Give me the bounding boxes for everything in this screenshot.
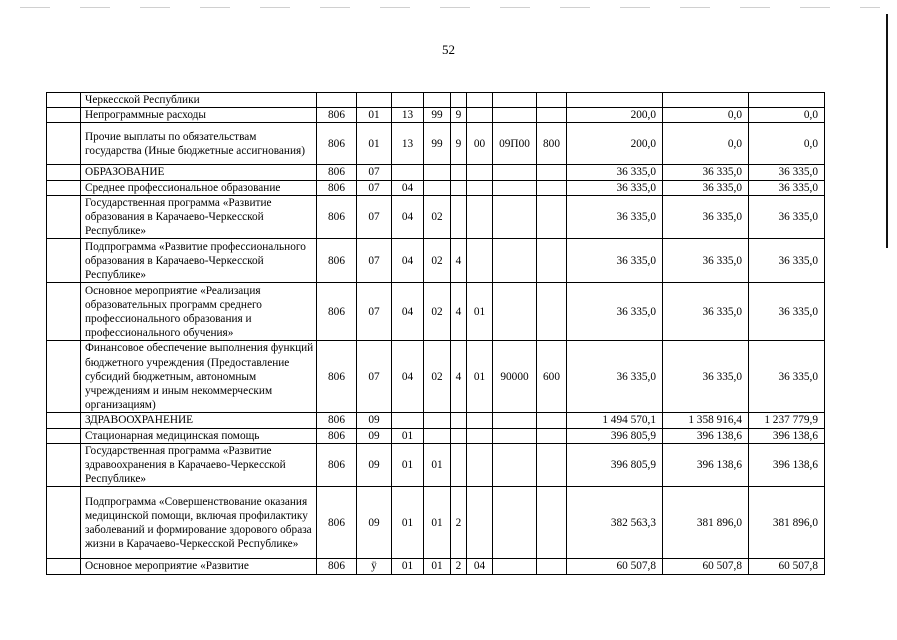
code-cell-c2: ÿ xyxy=(357,559,392,574)
amount-cell-v3: 381 896,0 xyxy=(749,487,825,559)
code-cell-c3: 01 xyxy=(392,487,424,559)
amount-cell-v3: 36 335,0 xyxy=(749,165,825,180)
budget-table-container xyxy=(46,92,818,575)
code-cell-c7 xyxy=(493,180,537,195)
code-cell-c7 xyxy=(493,487,537,559)
amount-cell-v2: 396 138,6 xyxy=(663,428,749,443)
code-cell-c7: 90000 xyxy=(493,341,537,413)
code-cell-c6 xyxy=(467,108,493,123)
code-cell-c4: 02 xyxy=(424,283,451,341)
table-row xyxy=(47,559,825,574)
amount-cell-v1 xyxy=(567,93,663,108)
amount-cell-v2: 396 138,6 xyxy=(663,443,749,487)
amount-cell-v3: 0,0 xyxy=(749,123,825,165)
row-name: Государственная программа «Развитие образования в Карачаево-Черкесской Республике» xyxy=(81,195,317,239)
amount-cell-v1: 36 335,0 xyxy=(567,180,663,195)
code-cell-c3: 13 xyxy=(392,108,424,123)
code-cell-c5 xyxy=(451,195,467,239)
amount-cell-v1: 200,0 xyxy=(567,123,663,165)
code-cell-c4: 02 xyxy=(424,341,451,413)
code-cell-c3: 04 xyxy=(392,341,424,413)
amount-cell-v3: 36 335,0 xyxy=(749,239,825,283)
code-cell-c4: 01 xyxy=(424,443,451,487)
amount-cell-v1: 382 563,3 xyxy=(567,487,663,559)
code-cell-c1: 806 xyxy=(317,180,357,195)
code-cell-c8 xyxy=(537,195,567,239)
code-cell-c3: 01 xyxy=(392,559,424,574)
table-row xyxy=(47,165,825,180)
code-cell-c3 xyxy=(392,165,424,180)
amount-cell-v2: 36 335,0 xyxy=(663,180,749,195)
row-blank-cell xyxy=(47,559,81,574)
row-blank-cell xyxy=(47,341,81,413)
code-cell-c1: 806 xyxy=(317,108,357,123)
row-name: Финансовое обеспечение выполнения функций бюджетного учреждения (Предоставление субсидий бюджетным, автономным учреждениям и иным некоммерческим организациям) xyxy=(81,341,317,413)
code-cell-c2: 07 xyxy=(357,239,392,283)
code-cell-c7 xyxy=(493,195,537,239)
code-cell-c8 xyxy=(537,93,567,108)
amount-cell-v2: 36 335,0 xyxy=(663,283,749,341)
amount-cell-v3: 36 335,0 xyxy=(749,180,825,195)
code-cell-c1: 806 xyxy=(317,341,357,413)
code-cell-c4: 01 xyxy=(424,559,451,574)
row-name: Основное мероприятие «Развитие xyxy=(81,559,317,574)
code-cell-c2: 07 xyxy=(357,165,392,180)
code-cell-c5: 9 xyxy=(451,123,467,165)
code-cell-c7 xyxy=(493,108,537,123)
code-cell-c2: 07 xyxy=(357,341,392,413)
amount-cell-v3: 396 138,6 xyxy=(749,443,825,487)
table-row xyxy=(47,413,825,428)
code-cell-c8 xyxy=(537,283,567,341)
code-cell-c8 xyxy=(537,413,567,428)
code-cell-c2: 07 xyxy=(357,195,392,239)
code-cell-c1: 806 xyxy=(317,195,357,239)
code-cell-c6: 00 xyxy=(467,123,493,165)
code-cell-c5: 4 xyxy=(451,283,467,341)
row-blank-cell xyxy=(47,93,81,108)
row-name: Стационарная медицинская помощь xyxy=(81,428,317,443)
amount-cell-v3: 0,0 xyxy=(749,108,825,123)
amount-cell-v2 xyxy=(663,93,749,108)
code-cell-c3 xyxy=(392,93,424,108)
table-row xyxy=(47,487,825,559)
code-cell-c5: 2 xyxy=(451,487,467,559)
amount-cell-v1: 36 335,0 xyxy=(567,239,663,283)
row-blank-cell xyxy=(47,413,81,428)
table-row xyxy=(47,93,825,108)
code-cell-c4: 01 xyxy=(424,487,451,559)
code-cell-c2: 09 xyxy=(357,487,392,559)
code-cell-c5 xyxy=(451,93,467,108)
table-row xyxy=(47,108,825,123)
row-blank-cell xyxy=(47,283,81,341)
row-name: Среднее профессиональное образование xyxy=(81,180,317,195)
row-name: Черкесской Республики xyxy=(81,93,317,108)
code-cell-c2: 09 xyxy=(357,443,392,487)
code-cell-c5 xyxy=(451,413,467,428)
row-blank-cell xyxy=(47,428,81,443)
code-cell-c4 xyxy=(424,93,451,108)
table-row xyxy=(47,283,825,341)
code-cell-c7 xyxy=(493,283,537,341)
amount-cell-v2: 36 335,0 xyxy=(663,165,749,180)
scan-top-edge xyxy=(20,7,880,8)
amount-cell-v3: 396 138,6 xyxy=(749,428,825,443)
row-blank-cell xyxy=(47,123,81,165)
code-cell-c8 xyxy=(537,443,567,487)
row-blank-cell xyxy=(47,487,81,559)
row-name: Подпрограмма «Развитие профессионального образования в Карачаево-Черкесской Республике» xyxy=(81,239,317,283)
table-row xyxy=(47,123,825,165)
code-cell-c2: 01 xyxy=(357,123,392,165)
code-cell-c6 xyxy=(467,165,493,180)
code-cell-c8 xyxy=(537,487,567,559)
table-row xyxy=(47,180,825,195)
code-cell-c1: 806 xyxy=(317,283,357,341)
code-cell-c1: 806 xyxy=(317,443,357,487)
row-name: Непрограммные расходы xyxy=(81,108,317,123)
code-cell-c8 xyxy=(537,165,567,180)
code-cell-c2: 09 xyxy=(357,413,392,428)
code-cell-c2: 07 xyxy=(357,283,392,341)
row-name: Государственная программа «Развитие здравоохранения в Карачаево-Черкесской Республике» xyxy=(81,443,317,487)
code-cell-c1 xyxy=(317,93,357,108)
row-name: ЗДРАВООХРАНЕНИЕ xyxy=(81,413,317,428)
table-row xyxy=(47,341,825,413)
table-row xyxy=(47,443,825,487)
code-cell-c6 xyxy=(467,443,493,487)
code-cell-c6: 01 xyxy=(467,341,493,413)
code-cell-c8: 800 xyxy=(537,123,567,165)
code-cell-c7 xyxy=(493,165,537,180)
code-cell-c5 xyxy=(451,428,467,443)
amount-cell-v2: 36 335,0 xyxy=(663,341,749,413)
amount-cell-v1: 60 507,8 xyxy=(567,559,663,574)
code-cell-c5: 2 xyxy=(451,559,467,574)
budget-table xyxy=(46,92,825,575)
code-cell-c4: 02 xyxy=(424,195,451,239)
code-cell-c5 xyxy=(451,180,467,195)
row-name: Подпрограмма «Совершенствование оказания медицинской помощи, включая профилактику заболеваний и формирование здорового образа жизни в Карачаево-Черкесской Республике» xyxy=(81,487,317,559)
code-cell-c4 xyxy=(424,428,451,443)
amount-cell-v1: 1 494 570,1 xyxy=(567,413,663,428)
code-cell-c6 xyxy=(467,93,493,108)
code-cell-c3: 01 xyxy=(392,443,424,487)
row-name: Прочие выплаты по обязательствам государства (Иные бюджетные ассигнования) xyxy=(81,123,317,165)
table-row xyxy=(47,195,825,239)
code-cell-c3: 04 xyxy=(392,239,424,283)
code-cell-c8 xyxy=(537,108,567,123)
code-cell-c6 xyxy=(467,239,493,283)
amount-cell-v2: 36 335,0 xyxy=(663,239,749,283)
code-cell-c8 xyxy=(537,428,567,443)
amount-cell-v1: 200,0 xyxy=(567,108,663,123)
code-cell-c2: 07 xyxy=(357,180,392,195)
code-cell-c3: 04 xyxy=(392,195,424,239)
amount-cell-v1: 36 335,0 xyxy=(567,283,663,341)
code-cell-c7 xyxy=(493,559,537,574)
code-cell-c5 xyxy=(451,165,467,180)
amount-cell-v1: 36 335,0 xyxy=(567,165,663,180)
row-blank-cell xyxy=(47,443,81,487)
code-cell-c6 xyxy=(467,487,493,559)
code-cell-c1: 806 xyxy=(317,239,357,283)
row-name: ОБРАЗОВАНИЕ xyxy=(81,165,317,180)
row-blank-cell xyxy=(47,165,81,180)
code-cell-c1: 806 xyxy=(317,123,357,165)
code-cell-c7 xyxy=(493,443,537,487)
code-cell-c7 xyxy=(493,413,537,428)
row-blank-cell xyxy=(47,108,81,123)
amount-cell-v1: 36 335,0 xyxy=(567,195,663,239)
code-cell-c2: 09 xyxy=(357,428,392,443)
amount-cell-v2: 60 507,8 xyxy=(663,559,749,574)
amount-cell-v1: 396 805,9 xyxy=(567,443,663,487)
code-cell-c4: 99 xyxy=(424,108,451,123)
code-cell-c4 xyxy=(424,165,451,180)
table-row xyxy=(47,239,825,283)
code-cell-c3: 13 xyxy=(392,123,424,165)
code-cell-c2 xyxy=(357,93,392,108)
code-cell-c4: 99 xyxy=(424,123,451,165)
code-cell-c1: 806 xyxy=(317,487,357,559)
code-cell-c5: 4 xyxy=(451,239,467,283)
code-cell-c7 xyxy=(493,428,537,443)
amount-cell-v2: 36 335,0 xyxy=(663,195,749,239)
code-cell-c3: 04 xyxy=(392,283,424,341)
code-cell-c1: 806 xyxy=(317,559,357,574)
code-cell-c1: 806 xyxy=(317,428,357,443)
amount-cell-v1: 396 805,9 xyxy=(567,428,663,443)
code-cell-c6: 04 xyxy=(467,559,493,574)
code-cell-c8 xyxy=(537,559,567,574)
amount-cell-v3: 36 335,0 xyxy=(749,341,825,413)
code-cell-c6: 01 xyxy=(467,283,493,341)
code-cell-c3 xyxy=(392,413,424,428)
code-cell-c7: 09П00 xyxy=(493,123,537,165)
code-cell-c1: 806 xyxy=(317,165,357,180)
table-row xyxy=(47,428,825,443)
code-cell-c8 xyxy=(537,239,567,283)
code-cell-c5 xyxy=(451,443,467,487)
code-cell-c2: 01 xyxy=(357,108,392,123)
code-cell-c6 xyxy=(467,428,493,443)
amount-cell-v2: 1 358 916,4 xyxy=(663,413,749,428)
code-cell-c7 xyxy=(493,239,537,283)
page-number: 52 xyxy=(442,42,455,57)
amount-cell-v3: 36 335,0 xyxy=(749,283,825,341)
code-cell-c6 xyxy=(467,195,493,239)
code-cell-c6 xyxy=(467,180,493,195)
amount-cell-v3 xyxy=(749,93,825,108)
code-cell-c3: 04 xyxy=(392,180,424,195)
code-cell-c1: 806 xyxy=(317,413,357,428)
code-cell-c3: 01 xyxy=(392,428,424,443)
amount-cell-v2: 0,0 xyxy=(663,123,749,165)
code-cell-c8: 600 xyxy=(537,341,567,413)
row-name: Основное мероприятие «Реализация образовательных программ среднего профессионального образования и профессионального обучения» xyxy=(81,283,317,341)
row-blank-cell xyxy=(47,195,81,239)
row-blank-cell xyxy=(47,239,81,283)
code-cell-c6 xyxy=(467,413,493,428)
code-cell-c4: 02 xyxy=(424,239,451,283)
amount-cell-v3: 1 237 779,9 xyxy=(749,413,825,428)
code-cell-c5: 4 xyxy=(451,341,467,413)
amount-cell-v1: 36 335,0 xyxy=(567,341,663,413)
row-blank-cell xyxy=(47,180,81,195)
code-cell-c7 xyxy=(493,93,537,108)
code-cell-c4 xyxy=(424,180,451,195)
amount-cell-v2: 0,0 xyxy=(663,108,749,123)
amount-cell-v3: 36 335,0 xyxy=(749,195,825,239)
amount-cell-v3: 60 507,8 xyxy=(749,559,825,574)
code-cell-c4 xyxy=(424,413,451,428)
code-cell-c5: 9 xyxy=(451,108,467,123)
code-cell-c8 xyxy=(537,180,567,195)
amount-cell-v2: 381 896,0 xyxy=(663,487,749,559)
